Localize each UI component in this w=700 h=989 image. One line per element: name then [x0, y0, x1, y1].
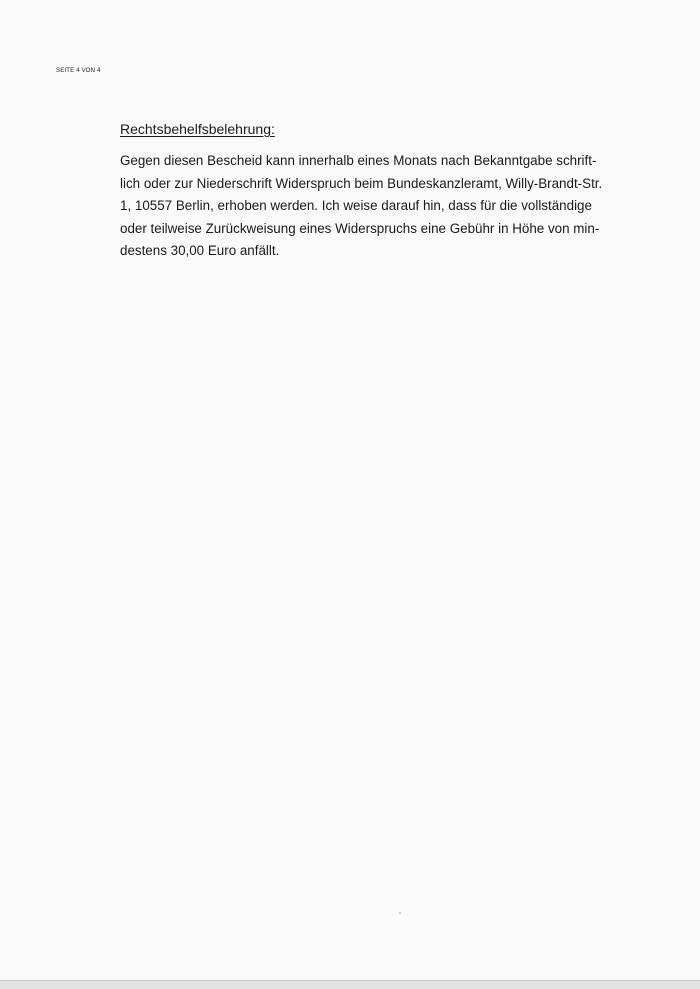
legal-remedy-paragraph: [120, 150, 620, 263]
scan-artifact: [399, 912, 401, 914]
paragraph-line: destens 30,00 Euro anfällt.: [120, 243, 280, 258]
paragraph-line: Gegen diesen Bescheid kann innerhalb eines Monats nach Bekanntgabe schrift-: [120, 153, 597, 168]
page-bottom-edge: [0, 980, 700, 989]
section-heading: Rechtsbehelfsbelehrung:: [120, 121, 275, 137]
paragraph-line: oder teilweise Zurückweisung eines Widerspruchs eine Gebühr in Höhe von min-: [120, 220, 600, 236]
paragraph-line: 1, 10557 Berlin, erhoben werden. Ich weise darauf hin, dass für die vollständige: [120, 198, 592, 213]
paragraph-line: lich oder zur Niederschrift Widerspruch beim Bundeskanzleramt, Willy-Brandt-Str.: [120, 175, 603, 191]
page-number-label: SEITE 4 VON 4: [56, 68, 101, 74]
